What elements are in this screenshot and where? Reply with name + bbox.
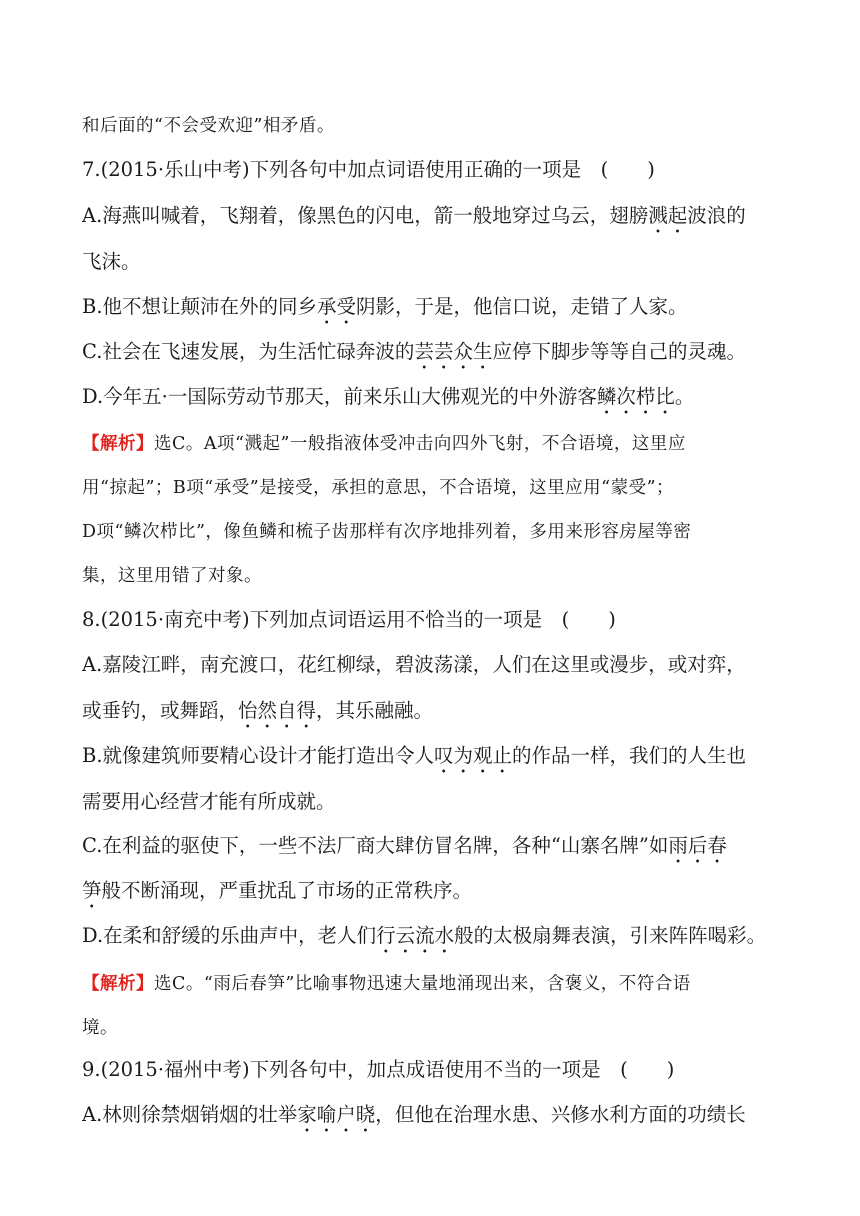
- analysis-8: [82, 970, 782, 998]
- question-8-option-d: [82, 922, 782, 958]
- analysis-7-line-3: D项“鳞次栉比”，像鱼鳞和梳子齿那样有次序地排列着，多用来形容房屋等密: [82, 522, 692, 542]
- dotted-term: 叹为观止: [434, 744, 513, 767]
- option-text: 。: [674, 385, 695, 408]
- question-7-option-a: [82, 202, 782, 238]
- dotted-term: 鳞次栉比: [596, 385, 675, 408]
- question-8-option-c: [82, 832, 782, 868]
- option-text: 或垂钓，或舞蹈，: [82, 699, 239, 722]
- dotted-term: 笋: [82, 879, 102, 902]
- option-text: 应停下脚步等等自己的灵魂。: [492, 340, 746, 363]
- dotted-term: 承受: [317, 295, 357, 318]
- question-7-option-d: [82, 383, 782, 419]
- option-text: C.在利益的驱使下，一些不法厂商大肆仿冒名牌，各种“山寨名牌”如: [82, 834, 669, 857]
- dotted-term: 家喻户晓: [297, 1103, 376, 1126]
- question-8-option-b-cont: 需要用心经营才能有所成就。: [82, 790, 336, 813]
- question-9-option-a: [82, 1101, 782, 1137]
- text-line: 和后面的“不会受欢迎”相矛盾。: [82, 116, 335, 136]
- question-7-option-b: [82, 293, 782, 329]
- analysis-7-line-2: 用“掠起”；B项“承受”是接受，承担的意思，不合语境，这里应用“蒙受”；: [82, 478, 675, 498]
- option-text: 阴影，于是，他信口说，走错了人家。: [356, 295, 688, 318]
- option-text: B.他不想让颠沛在外的同乡: [82, 295, 318, 318]
- question-9-stem: 9.(2015·福州中考)下列各句中，加点成语使用不当的一项是 ( ): [82, 1058, 675, 1081]
- analysis-text: 选C。“雨后春笋”比喻事物迅速大量地涌现出来，含褒义，不符合语: [154, 974, 691, 994]
- option-text: D.在柔和舒缓的乐曲声中，老人们: [82, 924, 377, 947]
- option-text: 的作品一样，我们的人生也: [512, 744, 747, 767]
- question-8-option-a: A.嘉陵江畔，南充渡口，花红柳绿，碧波荡漾，人们在这里或漫步，或对弈，: [82, 653, 746, 676]
- dotted-term: 雨后春: [668, 834, 727, 857]
- question-7-stem: 7.(2015·乐山中考)下列各句中加点词语使用正确的一项是 ( ): [82, 158, 655, 181]
- question-8-option-c-cont: [82, 877, 782, 913]
- option-text: 般的太极扇舞表演，引来阵阵喝彩。: [454, 924, 767, 947]
- option-text: 般不断涌现，严重扰乱了市场的正常秩序。: [101, 879, 473, 902]
- question-8-option-a-cont: [82, 697, 782, 733]
- analysis-tag: 【解析】: [82, 434, 154, 454]
- question-8-option-b: [82, 742, 782, 778]
- option-text: B.就像建筑师要精心设计才能打造出令人: [82, 744, 435, 767]
- question-7-option-a-cont: 飞沫。: [82, 250, 141, 273]
- dotted-term: 怡然自得: [238, 699, 317, 722]
- question-8-stem: 8.(2015·南充中考)下列加点词语运用不恰当的一项是 ( ): [82, 608, 616, 631]
- dotted-term: 溅起: [648, 204, 688, 227]
- option-text: A.林则徐禁烟销烟的壮举: [82, 1103, 298, 1126]
- analysis-8-line-2: 境。: [82, 1018, 118, 1038]
- option-text: 波浪的: [687, 204, 746, 227]
- dotted-term: 芸芸众生: [414, 340, 493, 363]
- option-text: ，但他在治理水患、兴修水利方面的功绩长: [375, 1103, 746, 1126]
- option-text: C.社会在飞速发展，为生活忙碌奔波的: [82, 340, 415, 363]
- analysis-7-line-4: 集，这里用错了对象。: [82, 566, 262, 586]
- option-text: D.今年五·一国际劳动节那天，前来乐山大佛观光的中外游客: [82, 385, 597, 408]
- option-text: ，其乐融融。: [316, 699, 434, 722]
- analysis-7: [82, 430, 782, 458]
- analysis-text: 选C。A项“溅起”一般指液体受冲击向四外飞射，不合语境，这里应: [154, 434, 686, 454]
- dotted-term: 行云流水: [376, 924, 455, 947]
- option-text: A.海燕叫喊着，飞翔着，像黑色的闪电，箭一般地穿过乌云，翅膀: [82, 204, 649, 227]
- question-7-option-c: [82, 338, 782, 374]
- analysis-tag: 【解析】: [82, 974, 154, 994]
